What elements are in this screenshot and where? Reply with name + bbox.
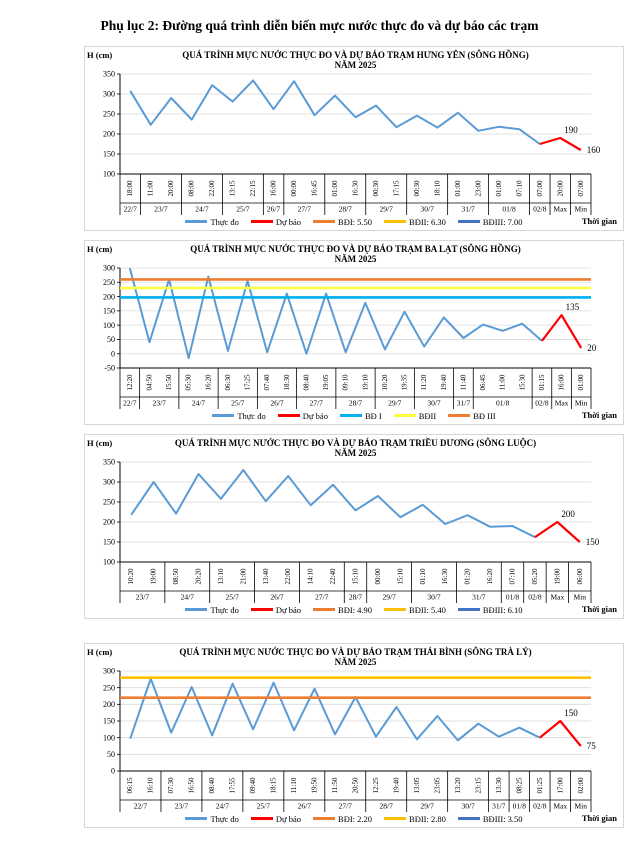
date-label: 02/8 xyxy=(535,398,549,408)
legend-swatch xyxy=(185,608,207,611)
date-label: Max xyxy=(553,801,568,811)
y-tick-label: 0 xyxy=(111,349,115,359)
time-tick-label: 16:00 xyxy=(269,180,278,197)
date-label: 30/7 xyxy=(427,592,441,602)
legend-label: Thực đo xyxy=(237,410,266,421)
legend-label: BĐII: 5.40 xyxy=(409,604,446,615)
chart-legend xyxy=(85,812,623,825)
date-label: 02/8 xyxy=(533,801,547,811)
page xyxy=(0,18,639,828)
chart-title: QUÁ TRÌNH MỰC NƯỚC THỰC ĐO VÀ DỰ BÁO TRẠM BA LẠT (SÔNG HỒNG) xyxy=(190,244,521,254)
legend-label: Thực đo xyxy=(210,813,239,824)
legend-swatch xyxy=(185,220,207,223)
forecast-value-label: 150 xyxy=(585,537,600,547)
legend-item xyxy=(458,814,523,824)
date-label: 02/8 xyxy=(528,592,542,602)
legend-item xyxy=(340,411,382,421)
time-tick-label: 13:15 xyxy=(228,180,237,197)
date-label: 28/7 xyxy=(338,204,352,214)
legend-label: BĐIII: 3.50 xyxy=(482,813,523,824)
time-tick-label: 12:25 xyxy=(371,777,380,794)
legend-item xyxy=(251,605,301,615)
chart-subtitle: NĂM 2025 xyxy=(334,60,377,70)
time-tick-label: 19:35 xyxy=(400,374,409,391)
x-axis-title: Thời gian xyxy=(581,216,617,226)
measured-line xyxy=(131,470,535,537)
date-label: 01/8 xyxy=(496,398,510,408)
date-label: 23/7 xyxy=(135,592,150,602)
date-label: 02/8 xyxy=(533,204,547,214)
date-label: 27/7 xyxy=(315,592,329,602)
time-tick-label: 09:10 xyxy=(341,374,350,391)
x-axis-title: Thời gian xyxy=(581,410,617,420)
y-axis xyxy=(103,70,120,179)
time-tick-label: 22:15 xyxy=(249,180,258,197)
legend-item xyxy=(458,217,523,227)
legend-label: BĐII: 2.80 xyxy=(409,813,446,824)
legend-label: BĐ III xyxy=(473,410,496,421)
date-label: 29/7 xyxy=(388,398,402,408)
date-label: 26/7 xyxy=(270,592,284,602)
time-tick-label: 19:05 xyxy=(322,374,331,391)
chart-title: QUÁ TRÌNH MỰC NƯỚC THỰC ĐO VÀ DỰ BÁO TRẠM TRIỀU DƯƠNG (SÔNG LUỘC) xyxy=(174,438,537,448)
date-label: Max xyxy=(554,398,569,408)
y-axis xyxy=(103,667,120,776)
time-tick-label: 18:15 xyxy=(269,777,278,794)
legend-item xyxy=(384,605,446,615)
chart-subtitle: NĂM 2025 xyxy=(334,657,377,667)
legend-swatch xyxy=(394,414,416,417)
forecast-line xyxy=(540,138,581,150)
time-tick-label: 08:40 xyxy=(302,374,311,391)
legend-item xyxy=(384,814,446,824)
time-tick-label: 14:10 xyxy=(306,568,315,585)
time-tick-label: 18:30 xyxy=(282,374,291,391)
y-tick-label: 300 xyxy=(103,263,115,273)
forecast-line xyxy=(542,315,581,348)
time-tick-label: 07:30 xyxy=(167,777,176,794)
legend-swatch xyxy=(278,414,300,417)
legend-items xyxy=(212,409,495,422)
date-label: 31/7 xyxy=(456,398,471,408)
y-tick-label: 250 xyxy=(103,683,115,693)
time-tick-label: 19:40 xyxy=(439,374,448,391)
time-tick-label: 16:10 xyxy=(146,777,155,794)
date-label: 27/7 xyxy=(309,398,323,408)
date-label: 27/7 xyxy=(338,801,352,811)
time-tick-label: 17:15 xyxy=(392,180,401,197)
time-tick-label: 16:00 xyxy=(557,374,566,391)
legend-item xyxy=(185,605,238,615)
date-label: 27/7 xyxy=(297,204,311,214)
legend-label: Dự báo xyxy=(302,410,328,421)
date-label: 28/7 xyxy=(348,592,363,602)
time-tick-label: 23:00 xyxy=(474,180,483,197)
time-tick-label: 08:50 xyxy=(172,568,181,585)
y-tick-label: 250 xyxy=(103,497,115,507)
forecast-line xyxy=(535,522,580,542)
time-tick-label: 06:15 xyxy=(126,777,135,794)
measured-line xyxy=(130,80,540,144)
date-label: 31/7 xyxy=(472,592,486,602)
legend-item xyxy=(313,814,372,824)
date-label: 25/7 xyxy=(231,398,245,408)
measured-line xyxy=(130,268,542,358)
date-label: 01/8 xyxy=(505,592,520,602)
legend-label: Thực đo xyxy=(210,216,239,227)
legend-item xyxy=(212,411,265,421)
chart-panel-2 xyxy=(84,240,624,425)
y-tick-label: 300 xyxy=(103,666,115,676)
y-tick-label: 200 xyxy=(103,129,115,139)
time-tick-label: 15:30 xyxy=(518,374,527,391)
y-axis xyxy=(103,264,120,373)
time-tick-label: 04:50 xyxy=(145,374,154,391)
legend-item xyxy=(394,411,436,421)
forecast-value-label: 200 xyxy=(561,509,575,519)
date-label: Min xyxy=(574,204,588,214)
date-label: Min xyxy=(573,592,587,602)
forecast-value-label: 135 xyxy=(565,302,580,313)
y-axis-title: H (cm) xyxy=(87,244,113,254)
time-tick-label: 15:10 xyxy=(351,568,360,585)
y-tick-label: 50 xyxy=(107,750,115,760)
chart-title: QUÁ TRÌNH MỰC NƯỚC THỰC ĐO VÀ DỰ BÁO TRẠM THÁI BÌNH (SÔNG TRÀ LÝ) xyxy=(179,647,532,657)
y-tick-label: 250 xyxy=(103,109,115,119)
time-tick-label: 06:45 xyxy=(479,374,488,391)
legend-items xyxy=(185,603,522,616)
time-tick-label: 13:20 xyxy=(453,777,462,794)
date-label: 30/7 xyxy=(420,204,434,214)
time-tick-label: 08:25 xyxy=(515,777,524,794)
time-tick-label: 11:20 xyxy=(420,374,429,391)
legend-swatch xyxy=(458,608,480,611)
data-series xyxy=(130,80,581,150)
time-tick-label: 23:05 xyxy=(433,777,442,794)
time-tick-label: 16:50 xyxy=(187,777,196,794)
chart-title: QUÁ TRÌNH MỰC NƯỚC THỰC ĐO VÀ DỰ BÁO TRẠM HƯNG YÊN (SÔNG HỒNG) xyxy=(182,50,529,60)
date-label: 22/7 xyxy=(123,398,137,408)
chart-canvas xyxy=(85,48,621,216)
charts-container xyxy=(0,46,639,828)
x-axis-title: Thời gian xyxy=(581,604,617,614)
time-tick-label: 07:00 xyxy=(535,180,544,197)
legend-swatch xyxy=(340,414,362,417)
y-tick-label: 350 xyxy=(103,69,115,79)
chart-panel-4 xyxy=(84,643,624,828)
time-tick-label: 19:00 xyxy=(553,568,562,585)
legend-label: Dự báo xyxy=(275,216,302,227)
time-tick-label: 18:10 xyxy=(433,180,442,197)
time-tick-label: 01:25 xyxy=(535,777,544,794)
date-label: 31/7 xyxy=(461,204,475,214)
y-axis-title: H (cm) xyxy=(87,50,113,60)
time-tick-label: 00:30 xyxy=(412,180,421,197)
time-tick-label: 16:20 xyxy=(486,568,495,585)
y-tick-label: 100 xyxy=(103,557,115,567)
date-label: 25/7 xyxy=(236,204,250,214)
y-tick-label: 150 xyxy=(103,537,115,547)
date-label: 24/7 xyxy=(215,801,230,811)
y-tick-label: 100 xyxy=(103,169,115,179)
legend-item xyxy=(458,605,523,615)
date-label: 24/7 xyxy=(180,592,194,602)
legend-label: Dự báo xyxy=(275,604,302,615)
time-tick-label: 01:20 xyxy=(463,568,472,585)
page-title: Phụ lục 2: Đường quá trình diễn biến mực nước thực đo và dự báo các trạm xyxy=(100,18,539,33)
time-tick-label: 19:40 xyxy=(392,777,401,794)
legend-swatch xyxy=(384,220,406,223)
legend-swatch xyxy=(448,414,470,417)
time-tick-label: 08:00 xyxy=(187,180,196,197)
forecast-value-label: 150 xyxy=(564,708,578,718)
y-tick-label: 150 xyxy=(103,149,115,159)
legend-swatch xyxy=(458,817,480,820)
time-tick-label: 06:00 xyxy=(575,568,584,585)
chart-legend xyxy=(85,603,623,616)
legend-label: Dự báo xyxy=(275,813,302,824)
legend-item xyxy=(278,411,328,421)
legend-swatch xyxy=(251,608,273,611)
chart-legend xyxy=(85,215,623,228)
chart-legend xyxy=(85,409,623,422)
time-tick-label: 22:00 xyxy=(208,180,217,197)
forecast-value-label: 190 xyxy=(564,125,578,135)
gridlines xyxy=(120,74,591,154)
forecast-value-label: 20 xyxy=(587,343,597,353)
x-axis-title: Thời gian xyxy=(581,813,617,823)
time-tick-label: 18:00 xyxy=(126,180,135,197)
time-tick-label: 16:30 xyxy=(441,568,450,585)
y-axis xyxy=(103,458,120,567)
y-tick-label: 100 xyxy=(103,320,115,330)
data-series xyxy=(130,679,581,746)
x-axis xyxy=(120,368,591,409)
time-tick-label: 16:30 xyxy=(351,180,360,197)
time-tick-label: 16:45 xyxy=(310,180,319,197)
date-label: 24/7 xyxy=(191,398,206,408)
time-tick-label: 15:50 xyxy=(165,374,174,391)
chart-subtitle: NĂM 2025 xyxy=(334,448,377,458)
time-tick-label: 12:20 xyxy=(125,374,134,391)
y-tick-label: 200 xyxy=(103,292,115,302)
time-tick-label: 11:50 xyxy=(331,777,340,794)
y-tick-label: 50 xyxy=(107,335,115,345)
time-tick-label: 11:00 xyxy=(498,374,507,391)
time-tick-label: 17:25 xyxy=(243,374,252,391)
forecast-line xyxy=(540,721,581,746)
time-tick-label: 22:00 xyxy=(284,568,293,585)
time-tick-label: 20:00 xyxy=(556,180,565,197)
time-tick-label: 08:40 xyxy=(208,777,217,794)
date-label: 01/8 xyxy=(512,801,526,811)
time-tick-label: 17:55 xyxy=(228,777,237,794)
time-tick-label: 00:00 xyxy=(373,568,382,585)
date-label: 30/7 xyxy=(461,801,475,811)
time-tick-label: 01:00 xyxy=(453,180,462,197)
x-axis xyxy=(120,562,591,603)
legend-swatch xyxy=(251,817,273,820)
time-tick-label: 01:00 xyxy=(494,180,503,197)
y-tick-label: 200 xyxy=(103,700,115,710)
time-tick-label: 13:30 xyxy=(494,777,503,794)
legend-label: BĐIII: 6.10 xyxy=(482,604,523,615)
chart-subtitle: NĂM 2025 xyxy=(334,254,377,264)
y-tick-label: 150 xyxy=(103,306,115,316)
date-label: 22/7 xyxy=(123,204,137,214)
time-tick-label: 20:00 xyxy=(167,180,176,197)
time-tick-label: 00:00 xyxy=(290,180,299,197)
legend-item xyxy=(185,217,238,227)
legend-label: BĐIII: 7.00 xyxy=(482,216,523,227)
legend-item xyxy=(384,217,446,227)
forecast-value-label: 75 xyxy=(586,741,596,751)
time-tick-label: 01:00 xyxy=(331,180,340,197)
date-label: 23/7 xyxy=(152,398,166,408)
time-tick-label: 05:20 xyxy=(530,568,539,585)
time-tick-label: 01:10 xyxy=(418,568,427,585)
y-tick-label: 100 xyxy=(103,733,115,743)
y-tick-label: 150 xyxy=(103,716,115,726)
legend-items xyxy=(185,215,522,228)
legend-label: BĐI: 2.20 xyxy=(338,813,373,824)
chart-canvas xyxy=(85,436,621,604)
legend-swatch xyxy=(313,817,335,820)
time-tick-label: 07:10 xyxy=(515,180,524,197)
legend-label: BĐII: 6.30 xyxy=(409,216,446,227)
legend-item xyxy=(185,814,238,824)
time-tick-label: 16:20 xyxy=(204,374,213,391)
gridlines xyxy=(120,671,591,754)
time-tick-label: 21:00 xyxy=(239,568,248,585)
legend-item xyxy=(313,217,372,227)
y-tick-label: 300 xyxy=(103,89,115,99)
legend-label: BĐII xyxy=(418,410,437,421)
time-tick-label: 13:10 xyxy=(216,568,225,585)
legend-item xyxy=(448,411,495,421)
date-label: 29/7 xyxy=(379,204,393,214)
time-tick-label: 17:00 xyxy=(556,777,565,794)
date-label: 01/8 xyxy=(502,204,516,214)
legend-items xyxy=(185,812,522,825)
time-tick-label: 01:00 xyxy=(577,374,586,391)
legend-item xyxy=(251,814,301,824)
time-tick-label: 10:20 xyxy=(127,568,136,585)
x-axis xyxy=(120,771,591,812)
date-label: 28/7 xyxy=(348,398,363,408)
time-tick-label: 10:20 xyxy=(380,374,389,391)
date-label: Max xyxy=(550,592,565,602)
date-label: 26/7 xyxy=(266,204,281,214)
legend-swatch xyxy=(384,608,406,611)
x-axis xyxy=(120,174,591,215)
date-label: 23/7 xyxy=(174,801,189,811)
time-tick-label: 19:50 xyxy=(310,777,319,794)
time-tick-label: 11:00 xyxy=(146,180,155,197)
forecast-value-label: 160 xyxy=(586,145,601,155)
y-axis-title: H (cm) xyxy=(87,438,113,448)
y-tick-label: -50 xyxy=(104,363,115,373)
time-tick-label: 11:10 xyxy=(290,777,299,794)
y-axis-title: H (cm) xyxy=(87,647,113,657)
legend-item xyxy=(313,605,372,615)
chart-canvas xyxy=(85,242,621,410)
legend-swatch xyxy=(313,220,335,223)
legend-swatch xyxy=(212,414,234,417)
legend-swatch xyxy=(384,817,406,820)
legend-swatch xyxy=(251,220,273,223)
data-series xyxy=(131,470,580,542)
time-tick-label: 00:30 xyxy=(371,180,380,197)
time-tick-label: 07:00 xyxy=(576,180,585,197)
y-tick-label: 0 xyxy=(111,766,115,776)
time-tick-label: 20:50 xyxy=(351,777,360,794)
time-tick-label: 19:00 xyxy=(149,568,158,585)
time-tick-label: 23:15 xyxy=(474,777,483,794)
date-label: Min xyxy=(574,801,588,811)
time-tick-label: 19:10 xyxy=(361,374,370,391)
chart-panel-1 xyxy=(84,46,624,231)
data-series xyxy=(130,268,581,358)
y-tick-label: 200 xyxy=(103,517,115,527)
date-label: 26/7 xyxy=(297,801,311,811)
time-tick-label: 20:20 xyxy=(194,568,203,585)
legend-swatch xyxy=(458,220,480,223)
chart-canvas xyxy=(85,645,621,813)
date-label: Max xyxy=(553,204,568,214)
legend-label: Thực đo xyxy=(210,604,239,615)
legend-label: BĐI: 5.50 xyxy=(338,216,373,227)
time-tick-label: 22:40 xyxy=(329,568,338,585)
time-tick-label: 13:40 xyxy=(261,568,270,585)
legend-item xyxy=(251,217,301,227)
time-tick-label: 09:40 xyxy=(249,777,258,794)
y-tick-label: 300 xyxy=(103,477,115,487)
time-tick-label: 06:30 xyxy=(223,374,232,391)
time-tick-label: 05:30 xyxy=(184,374,193,391)
time-tick-label: 02:00 xyxy=(576,777,585,794)
time-tick-label: 15:10 xyxy=(396,568,405,585)
time-tick-label: 07:10 xyxy=(508,568,517,585)
date-label: 28/7 xyxy=(379,801,393,811)
date-label: 30/7 xyxy=(427,398,441,408)
date-label: 23/7 xyxy=(154,204,168,214)
time-tick-label: 13:05 xyxy=(412,777,421,794)
date-label: 29/7 xyxy=(420,801,434,811)
y-tick-label: 250 xyxy=(103,277,115,287)
legend-swatch xyxy=(313,608,335,611)
date-label: 22/7 xyxy=(133,801,148,811)
date-label: Min xyxy=(574,398,588,408)
time-tick-label: 07:40 xyxy=(263,374,272,391)
time-tick-label: 11:40 xyxy=(459,374,468,391)
date-label: 24/7 xyxy=(195,204,209,214)
legend-label: BĐ I xyxy=(364,410,382,421)
date-label: 25/7 xyxy=(256,801,271,811)
chart-panel-3 xyxy=(84,434,624,619)
date-label: 26/7 xyxy=(270,398,284,408)
time-tick-label: 01:15 xyxy=(537,374,546,391)
date-label: 29/7 xyxy=(382,592,396,602)
gridlines xyxy=(120,268,591,354)
legend-swatch xyxy=(185,817,207,820)
y-tick-label: 350 xyxy=(103,457,115,467)
date-label: 25/7 xyxy=(225,592,239,602)
legend-label: BĐI: 4.90 xyxy=(338,604,373,615)
date-label: 31/7 xyxy=(492,801,506,811)
